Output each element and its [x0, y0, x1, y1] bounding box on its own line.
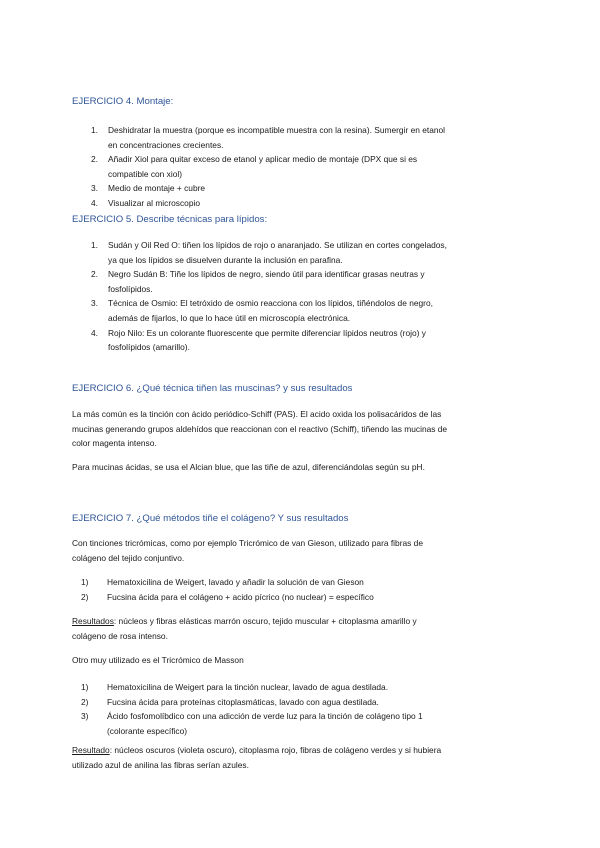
paragraph-resultados-van-gieson: Resultados: núcleos y fibras elásticas marrón oscuro, tejido muscular + citoplasma amarillo y colágeno de rosa intenso. — [72, 616, 417, 641]
list-item: 2) Fucsina ácida para proteínas citoplasmáticas, lavado con agua destilada. — [81, 696, 379, 707]
list-item: 1. Sudán y Oil Red O: tiñen los lípidos de rojo o anaranjado. Se utilizan en cortes congelados, ya que los lípidos se disuelven durante la inclusión en parafina. — [91, 240, 447, 265]
list-item: 2. Negro Sudán B: Tiñe los lípidos de negro, siendo útil para identificar grasas neutras y fosfolípidos. — [91, 269, 425, 294]
heading-ejercicio-7: EJERCICIO 7. ¿Qué métodos tiñe el colágeno? Y sus resultados — [72, 513, 349, 524]
list-item: 3) Ácido fosfomolíbdico con una adicción de verde luz para la tinción de colágeno tipo 1 (colorante específico) — [81, 711, 423, 736]
heading-ejercicio-4: EJERCICIO 4. Montaje: — [72, 96, 174, 107]
list-item: 2) Fucsina ácida para el colágeno + acido pícrico (no nuclear) = específico — [81, 591, 374, 602]
heading-ejercicio-6: EJERCICIO 6. ¿Qué técnica tiñen las muscinas? y sus resultados — [72, 383, 353, 394]
list-item: 2. Añadir Xiol para quitar exceso de etanol y aplicar medio de montaje (DPX que si es compatible con xiol) — [91, 154, 418, 179]
heading-ejercicio-5: EJERCICIO 5. Describe técnicas para lípidos: — [72, 214, 268, 225]
list-item: 1) Hematoxicilina de Weigert, lavado y añadir la solución de van Gieson — [81, 577, 364, 587]
paragraph-van-gieson: Con tinciones tricrómicas, como por ejemplo Tricrómico de van Gieson, utilizado para fibras de colágeno del tejido conjuntivo. — [72, 538, 423, 563]
list-item: 1. Deshidratar la muestra (porque es incompatible muestra con la resina). Sumergir en etanol en concentraciones crecientes. — [91, 125, 446, 150]
list-item: 4. Rojo Nilo: Es un colorante fluorescente que permite diferenciar lípidos neutros (rojo) y fosfolípidos (amarillo). — [91, 327, 426, 353]
list-item: 3. Técnica de Osmio: El tetróxido de osmio reacciona con los lípidos, tiñéndolos de negro, además de fijarlos, lo que lo hace útil en microscopía electrónica. — [91, 298, 433, 323]
list-item: 4. Visualizar al microscopio — [91, 197, 201, 208]
list-item: 3. Medio de montaje + cubre — [91, 183, 206, 194]
list-item: 1) Hematoxicilina de Weigert para la tinción nuclear, lavado de agua destilada. — [81, 682, 389, 692]
list-masson — [81, 680, 517, 738]
paragraph-masson: Otro muy utilizado es el Tricrómico de Masson — [72, 655, 244, 665]
list-ejercicio-4 — [91, 123, 518, 211]
list-ejercicio-5 — [91, 238, 518, 355]
paragraph-pas: La más común es la tinción con ácido periódico-Schiff (PAS). El acido oxida los polisacáridos de las mucinas generando grupos aldehídos que reaccionan con el reactivo (Schiff), tiñendo las mucinas de color magenta intenso. — [72, 409, 448, 449]
list-van-gieson — [81, 575, 517, 604]
paragraph-resultado-masson: Resultado: núcleos oscuros (violeta oscuro), citoplasma rojo, fibras de colágeno verdes y si hubiera utilizado azul de anilina las fibras serían azules. — [72, 745, 442, 770]
paragraph-alcian: Para mucinas ácidas, se usa el Alcian blue, que las tiñe de azul, diferenciándolas según su pH. — [72, 462, 425, 472]
